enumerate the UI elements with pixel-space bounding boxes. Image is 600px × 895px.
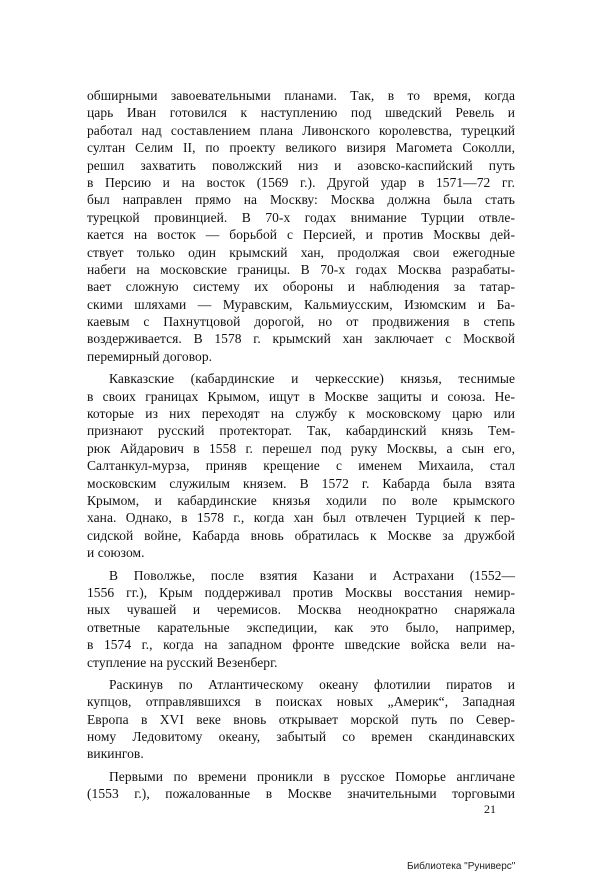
text-line: и союзом. [87, 545, 145, 561]
paragraph-5 [87, 768, 515, 803]
text-line: в 1574 г., когда на западном фронте шведские войска вели на- [87, 637, 515, 653]
text-line: ступление на русский Везенберг. [87, 654, 278, 670]
text-line: каевым с Пахнутцовой дорогой, но от продвижения в степь [87, 314, 515, 330]
text-line: работал над составлением плана Ливонского королевства, турецкий [87, 122, 515, 138]
text-line: ответные карательные экспедиции, как это было, например, [87, 619, 515, 635]
text-line: был направлен прямо на Москву: Москва должна была стать [87, 192, 515, 208]
text-line: московским служилым князем. В 1572 г. Кабарда была взята [87, 475, 515, 491]
text-line: обширными завоевательными планами. Так, в то время, когда [87, 88, 515, 103]
text-line: вает сложную систему их обороны и наблюдения за татар- [87, 279, 515, 295]
text-line: царь Иван готовился к наступлению под шведский Ревель и [87, 105, 515, 121]
text-line: Салтанкул-мурза, приняв крещение с именем Михаила, стал [87, 458, 515, 474]
text-line: которые из них переходят на службу к московскому царю или [87, 406, 515, 422]
text-line: рюк Айдарович в 1558 г. перешел под руку Москвы, а сын его, [87, 440, 515, 456]
text-line: в Персию и на восток (1569 г.). Другой удар в 1571—72 гг. [87, 174, 515, 190]
text-line: 1556 гг.), Крым поддерживал против Москвы восстания немир- [87, 584, 515, 600]
text-line: В Поволжье, после взятия Казани и Астрахани (1552— [109, 567, 515, 583]
text-line: кается на восток — борьбой с Персией, и против Москвы дей- [87, 227, 515, 243]
paragraph-1 [87, 87, 515, 365]
paragraph-3 [87, 567, 515, 671]
text-line: купцов, отправлявшихся в поисках новых „Америк“, Западная [87, 694, 515, 710]
text-line: ствует только один крымский хан, продолжая свои ежегодные [87, 244, 515, 260]
text-line: сидской войне, Кабарда вновь обратилась к Москве за дружбой [87, 527, 515, 543]
text-line: хана. Однако, в 1578 г., когда хан был отвлечен Турцией к пер- [87, 510, 515, 526]
page-number: 21 [484, 802, 496, 816]
text-line: Первыми по времени проникли в русское Поморье англичане [109, 768, 515, 784]
text-line: Раскинув по Атлантическому океану флотилии пиратов и [109, 676, 515, 692]
text-line: ному Ледовитому океану, забытый со времен скандинавских [87, 729, 515, 745]
text-line: викингов. [87, 746, 144, 762]
paragraph-2 [87, 370, 515, 561]
text-line: (1553 г.), пожалованные в Москве значительными торговыми [87, 786, 515, 802]
page-body [87, 87, 515, 803]
text-line: турецкой провинцией. В 70-х годах внимание Турции отвле- [87, 209, 515, 225]
text-line: Кавказские (кабардинские и черкесские) князья, теснимые [109, 371, 515, 387]
text-line: Европа в XVI веке вновь открывает морской путь по Север- [87, 711, 515, 727]
text-line: скими шляхами — Муравским, Кальмиусским, Изюмским и Ба- [87, 296, 515, 312]
text-line: решил захватить поволжский низ и азовско-каспийский путь [87, 157, 515, 173]
text-line: перемирный договор. [87, 348, 213, 364]
text-line: султан Селим II, по проекту великого визиря Магомета Соколли, [87, 140, 515, 156]
paragraph-4 [87, 676, 515, 763]
text-line: в своих границах Крымом, ищут в Москве защиты и союза. Не- [87, 388, 515, 404]
library-watermark: Библиотека "Руниверс" [407, 861, 516, 872]
text-line: Крымом, и кабардинские князья ходили по воле крымского [87, 492, 515, 508]
text-line: признают русский протекторат. Так, кабардинский князь Тем- [87, 423, 515, 439]
text-line: воздерживается. В 1578 г. крымский хан заключает с Москвой [87, 331, 515, 347]
text-line: ных чувашей и черемисов. Москва неоднократно снаряжала [87, 602, 515, 618]
text-line: набеги на московские границы. В 70-х годах Москва разрабаты- [87, 261, 515, 277]
